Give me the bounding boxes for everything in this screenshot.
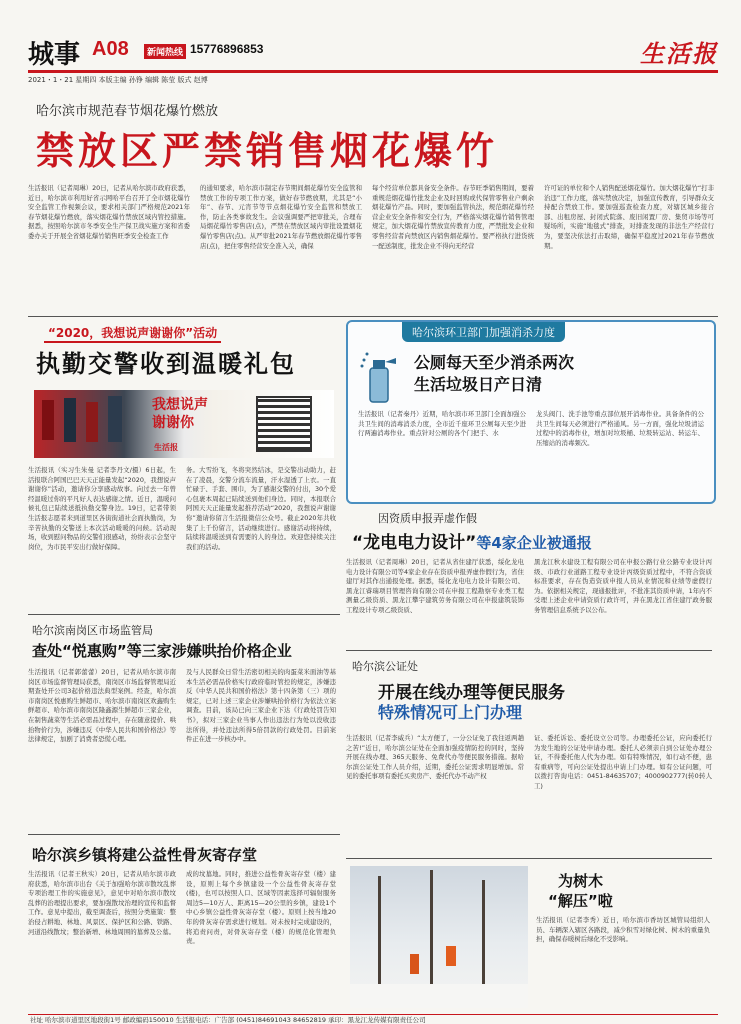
longdian-headline	[352, 528, 592, 553]
notary-headline-line2: 特殊情况可上门办理	[378, 703, 523, 722]
price-kicker: 哈尔滨南岗区市场监管局	[32, 624, 153, 637]
photo-caption: 我想说声 谢谢你	[152, 397, 208, 431]
longdian-article	[346, 506, 712, 646]
toilet-article	[346, 320, 716, 504]
notary-body-col2: 证、委托诉讼、委托设立公司等。办理委托公证，应向委托行为发生地的公证处申请办理。委托人必须亲自到公证处办理公证，不得委托他人代为办理。如有特殊情况，如行动不便，患有重病等，可向公证处提出申请上门办理。如有公证问题，可以拨打咨询电话：0451-84635707；4000902777(转0转人工)	[534, 734, 712, 790]
page-number: A08	[92, 38, 129, 60]
spray-bottle-icon	[358, 350, 398, 406]
longdian-kicker: 因资质申报弄虚作假	[378, 512, 477, 525]
longdian-headline-tail: 等4家企业被通报	[476, 534, 592, 552]
toilet-body-col2: 龙头阀门、洗手池等重点部位展开消毒作业。具备条件的公共卫生间每天必须进行严格通风。另一方面，强化垃圾清运过程中的消毒作业，增加对垃圾桶、垃圾转运站、转运车、压缩站的消毒频次。	[536, 410, 704, 447]
lead-body-col1: 生活报讯（记者周琳）20日，记者从哈尔滨市政府获悉，近日，哈尔滨市利用好省示网哈平台召开了全市烟花爆竹安全监管工作视频会议，要求相关部门严格规范2021年春节烟花爆竹燃放，落实烟花爆竹禁放区域内管控措施。据悉，按照哈尔滨市冬季安全生产保卫战实施方案和省委委办关于开展全省烟花爆竹销售旺季安全检查工作	[28, 184, 190, 240]
divider	[28, 834, 340, 835]
ashes-body-col2: 成的坟墓地。同时，推进公益性骨灰寄存堂（楼）建设，原则上每个乡镇建设一个公益性骨灰寄存堂(楼)，也可以按照人口、区域等因素选择可辐射服务周边5—10万人、距离15—20公里的乡镇，建设1个中心乡镇公益性骨灰寄存堂（楼）。原则上按当地20年的骨灰寄存需求进行规划。对未按时完成建设的，将追责问责，对骨灰寄存堂（楼）的规范化管理负责。	[186, 870, 336, 946]
date-line: 2021・1・21 星期四 本版主编 孙铮 编辑 陈莹 版式 赵博	[28, 76, 208, 84]
toilet-headline-line2: 生活垃圾日产日清	[414, 375, 543, 394]
longdian-body-col1: 生活报讯（记者周琳）20日，记者从省住建厅获悉，绥化龙电电力设计有限公司等4家企业存在资质申报弄虚作假行为，省住建厅对其作出通报处理。据悉，绥化龙电电力设计有限公司、黑龙江睿瑞项目管理咨询有限公司在申报工程勘察专业类工程测量乙级资质、黑龙江攀宇建筑劳务有限公司在申报建筑装饰工程设计专项乙级资质、	[346, 558, 524, 614]
tree-headline-line2: “解压”啦	[548, 892, 613, 910]
tree-headline-line1: 为树木	[558, 872, 604, 890]
divider	[346, 858, 712, 859]
notary-kicker: 哈尔滨公证处	[352, 660, 418, 673]
masthead-rule	[28, 70, 718, 73]
photo-brand: 生活报	[154, 443, 178, 452]
lead-kicker: 哈尔滨市规范春节烟花爆竹燃放	[36, 104, 219, 119]
qr-code-icon	[256, 396, 312, 452]
tree-article	[346, 862, 712, 1012]
footer: 社址 哈尔滨市道里区地段街1号 邮政编码150010 生活报电话：广告部 (0451)84691043 84652819 承印：黑龙江龙传媒有限责任公司	[30, 1016, 426, 1024]
police-article	[28, 320, 340, 610]
longdian-headline-main: “龙电电力设计”	[352, 533, 477, 553]
ashes-headline: 哈尔滨乡镇将建公益性骨灰寄存堂	[32, 846, 258, 864]
police-body-col1: 生活报讯（实习生朱曼 记者李丹文/摄）6日起，生活报联合阿国巴巴天天正能量发起“2020，我想说声谢谢你”活动，邀请你分享感动故事。向过去一年曾经温暖过你的平凡好人表达感谢之情。近日，温暖问候礼包已陆续送抵执勤交警身边。19日，记者带领生活报志愿者来到道里区各街街道社会面执勤岗，为辛苦执勤的交警送上本次活动暖暖的问候。活动现场，收到慰问物品的交警们很感动，纷纷表示会坚守岗位，为市民平安出行做好保障。	[28, 466, 176, 551]
price-body-col2: 及与人民群众日常生活密切相关的肉蛋菜米面油等基本生活必需品价格实行政府临时管控的规定，涉嫌违反《中华人民共和国价格法》第十四条第（三）项的规定，已对上述三家企业涉嫌哄抬价格行为依法立案调查。目前，该局已向三家企业下达《行政处罚告知书》，拟对三家企业当事人作出违法行为处以没收违法所得，并处违法所得5倍罚款的行政处罚。目前案件正在进一步核办中。	[186, 668, 336, 744]
divider	[28, 614, 340, 615]
toilet-banner: 哈尔滨环卫部门加强消杀力度	[402, 322, 565, 342]
hotline-number: 15776896853	[190, 42, 264, 56]
lead-headline: 禁放区严禁销售烟花爆竹	[36, 129, 499, 173]
police-headline: 执勤交警收到温暖礼包	[36, 350, 296, 378]
toilet-headline-line1: 公厕每天至少消杀两次	[414, 353, 575, 372]
tree-photo	[350, 866, 528, 1008]
lead-body-col2: 的通知要求，哈尔滨市制定春节期间烟花爆竹安全监管和禁放工作的专项工作方案，做好春节燃放期，尤其是“小年”、春节、元宵节等节点烟花爆竹安全监管和禁放工作，防止各类事故发生。会议强调要严把审批关，合理布局烟花爆竹零售店(点)，严禁在禁放区域内审批设置烟花爆竹零售店(点)。从严审批2021年春节燃放烟花爆竹零售店(点)，把住零售经营安全准入关，确保	[200, 184, 362, 250]
price-article	[28, 618, 340, 828]
police-body-col2: 务。大雪纷飞，冬将突然结冰，是交警出动助力，赶在了凌晨，交警分流车流量，汗水湿透了上衣。一直忙碌于、手套、围巾，为了感谢交警的付出，30个爱心包裹本周起已陆续送到他们身边。同时，本报联合阿国天天正能量发起推荐活动“2020，我想说声谢谢你”邀请你留言生活报微信公众号。截止2020年共收集了上千份留言，活动继续进行。感谢活动将持续，陆续将温暖送到有需要的人的身边。欢迎您持续关注我们的活动。	[186, 466, 336, 551]
toilet-body-col1: 生活报讯（记者秦丹）近期，哈尔滨市环卫部门全面加强公共卫生间的消毒消杀力度，全市近千座环卫公厕每天至少进行两遍消毒作业。重点针对公厕的各个门把手、水	[358, 410, 526, 438]
lead-body-col4: 许可证的单位和个人销售配送烟花爆竹。加大烟花爆竹“打非治违”工作力度，落实禁放决定，加强宣传教育，引导群众支持配合禁放工作。要加强巡查检查力度，对辖区城乡接合部、出租房屋、封闭式院落、废旧闲置厂房、集贸市场等可疑场所，实施“地毯式”排查，对排查发现的非法生产经营行为，要坚决依法打击取缔，确保平稳度过2021年春节燃放期。	[544, 184, 714, 250]
ashes-body-col1: 生活报讯（记者王秋实）20日，记者从哈尔滨市政府获悉，哈尔滨市出台《关于加强哈尔滨市散坟乱葬专项治理工作的实施意见》，意见中对哈尔滨市散坟乱葬的治理提出要求，要加强散坟治理的宣传和监督工作。意见中提出，截至调查后，按照分类施策：整治侵占耕地、林地、风景区、保护区和公路、铁路、河道沿线散坟；整治新增、林地周围的墓葬及公墓。	[28, 870, 176, 936]
notary-body-col1: 生活报讯（记者李威兵）“太方便了，一分公证免了我往返两趟之苦!”近日，哈尔滨公证处在全面加强疫情防控的同时，坚持开展在线办理、365天服务、免费代办等便民服务措施。据哈尔滨公证处工作人员介绍，近期，委托公证需求明显增加。常见的委托事项有委托买卖房产、委托代办不动产权	[346, 734, 524, 781]
ashes-article	[28, 838, 340, 1012]
notary-headline-line1: 开展在线办理等便民服务	[378, 683, 565, 703]
police-banner: “2020，我想说声谢谢你”活动	[44, 324, 221, 343]
police-photo	[34, 390, 334, 458]
tree-body: 生活报讯（记者李秀）近日，哈尔滨市香坊区城管局组织人员、车辆深入辖区各路段，减少积雪对绿化树、树木的重量负担，确保春暖树后绿化不受影响。	[536, 916, 710, 944]
longdian-body-col2: 黑龙江秋水建设工程有限公司在申报公路行业公路专业设计丙级、市政行业道路工程专业设计丙级资质过程中，不符合资质标准要求，存在伪造资质申报人员从业情况和业绩等虚假行为。依据相关规定，现通报批评，不批准其资质申请，1年内不受理上述企业申请资质行政许可，并在黑龙江省住建厅政务服务管理信息系统予以公布。	[534, 558, 712, 614]
lead-article	[28, 92, 718, 312]
price-body-col1: 生活报讯（记者郭蕾蕾）20日，记者从哈尔滨市南岗区市场监督管理局获悉，南岗区市场监督管理局近期查处开公司3起价格违法典型案例。经查，哈尔滨市南岗区悦惠购生鲜超市、哈尔滨市南岗区欢鑫购生鲜超市、哈尔滨市南岗区隆鑫源生鲜超市三家企业，在制售蔬菜等生活必需品过程中，存在随意提价、哄抬物价行为，涉嫌违反《中华人民共和国价格法》等法律规定，加剧了消费者恐慌心理。	[28, 668, 176, 744]
newspaper-logo-icon	[568, 34, 718, 68]
lead-body-col3: 每个经营单位都具备安全条件。春节旺季销售期间，要着重规范烟花爆竹批发企业及时回购或代保管零售业户剩余烟花爆竹产品。同时，要加强监管执法，规范烟花爆竹经营企业安全条件和安全行为，严格落实烟花爆竹销售管理规定，加大烟花爆竹禁放宣传教育力度，严禁批发企业和零售经营者向禁放区内销售烟花爆竹。要严格执行进货统一配送制度，批发企业不得向无经营	[372, 184, 534, 250]
masthead	[28, 34, 718, 90]
divider	[346, 650, 712, 651]
divider	[28, 316, 718, 317]
paper-name: 生活报	[640, 39, 718, 68]
section-name: 城事	[28, 40, 81, 70]
notary-article	[346, 654, 712, 854]
price-headline: 查处“悦惠购”等三家涉嫌哄抬价格企业	[32, 642, 292, 660]
hotline-label: 新闻热线	[144, 44, 186, 59]
